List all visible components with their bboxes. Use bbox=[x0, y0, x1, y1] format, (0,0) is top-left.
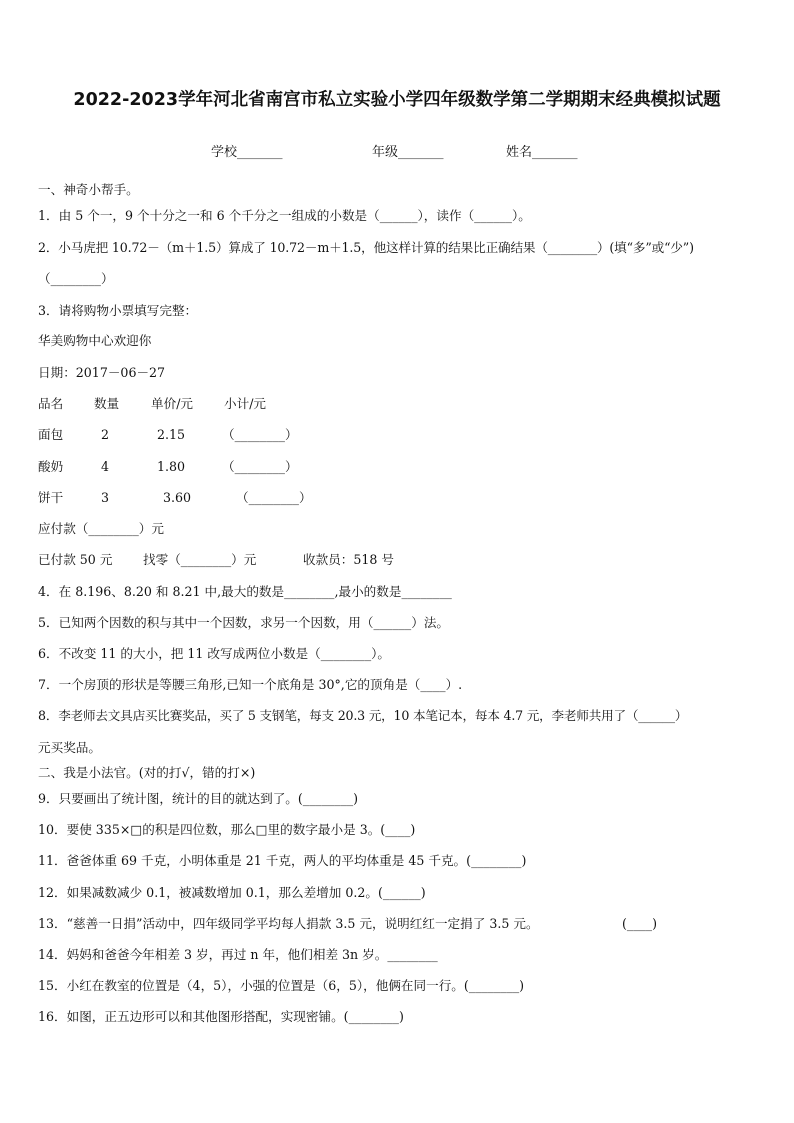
question-6: 6．不改变 11 的大小，把 11 改写成两位小数是（________）。 bbox=[38, 646, 391, 661]
name-field[interactable]: 姓名_______ bbox=[506, 145, 578, 160]
question-13-answer-blank[interactable]: (____) bbox=[622, 916, 658, 931]
question-3: 3．请将购物小票填写完整： bbox=[38, 303, 198, 318]
receipt-cashier: 收款员：518 号 bbox=[303, 552, 395, 567]
question-10: 10．要使 335×□的积是四位数，那么□里的数字最小是 3。(____) bbox=[38, 822, 416, 837]
receipt-row-subtotal[interactable]: （________） bbox=[236, 490, 312, 505]
section-1-heading: 一、神奇小帮手。 bbox=[38, 182, 139, 197]
section-2-heading: 二、我是小法官。(对的打√，错的打×) bbox=[38, 765, 256, 780]
page-title: 2022-2023学年河北省南宫市私立实验小学四年级数学第二学期期末经典模拟试题 bbox=[73, 90, 721, 110]
receipt-row-price: 2.15 bbox=[157, 427, 186, 442]
question-8-line-2: 元买奖品。 bbox=[38, 740, 101, 755]
receipt-row-item: 面包 bbox=[38, 427, 64, 442]
receipt-paid: 已付款 50 元 bbox=[38, 552, 113, 567]
student-info-row bbox=[0, 141, 794, 159]
receipt-row-price: 1.80 bbox=[157, 459, 186, 474]
receipt-row-item: 酸奶 bbox=[38, 459, 64, 474]
question-15: 15．小红在教室的位置是（4，5），小强的位置是（6，5），他俩在同一行。(________) bbox=[38, 978, 525, 993]
question-4: 4．在 8.196、8.20 和 8.21 中,最大的数是________,最小的数是________ bbox=[38, 584, 452, 599]
receipt-row-price: 3.60 bbox=[163, 490, 192, 505]
question-2-line-1: 2．小马虎把 10.72－（m＋1.5）算成了 10.72－m＋1.5，他这样计算的结果比正确结果（________）(填“多”或“少”) bbox=[38, 240, 694, 255]
receipt-payable: 应付款（________）元 bbox=[38, 521, 164, 536]
question-11: 11．爸爸体重 69 千克，小明体重是 21 千克，两人的平均体重是 45 千克。(________) bbox=[38, 853, 527, 868]
question-14: 14．妈妈和爸爸今年相差 3 岁，再过 n 年，他们相差 3n 岁。________ bbox=[38, 947, 438, 962]
question-2-line-2: （________） bbox=[38, 271, 114, 286]
receipt-row-item: 饼干 bbox=[38, 490, 64, 505]
receipt-header-price: 单价/元 bbox=[151, 396, 194, 411]
question-7: 7．一个房顶的形状是等腰三角形,已知一个底角是 30°,它的顶角是（____）. bbox=[38, 677, 463, 692]
grade-field[interactable]: 年级_______ bbox=[372, 145, 444, 160]
question-1: 1．由 5 个一，9 个十分之一和 6 个千分之一组成的小数是（______），读作（______）。 bbox=[38, 208, 531, 223]
receipt-row-subtotal[interactable]: （________） bbox=[222, 459, 298, 474]
receipt-row-qty: 4 bbox=[101, 459, 110, 474]
question-8-line-1: 8．李老师去文具店买比赛奖品，买了 5 支钢笔，每支 20.3 元，10 本笔记本，每本 4.7 元，李老师共用了（______） bbox=[38, 708, 688, 723]
question-12: 12．如果减数减少 0.1，被减数增加 0.1，那么差增加 0.2。(______) bbox=[38, 885, 426, 900]
receipt-row-qty: 3 bbox=[101, 490, 110, 505]
question-5: 5．已知两个因数的积与其中一个因数，求另一个因数，用（______）法。 bbox=[38, 615, 450, 630]
receipt-header-subtotal: 小计/元 bbox=[224, 396, 267, 411]
receipt-header-item: 品名 bbox=[38, 396, 64, 411]
receipt-row-qty: 2 bbox=[101, 427, 110, 442]
receipt-date: 日期：2017－06－27 bbox=[38, 365, 166, 380]
receipt-change: 找零（________）元 bbox=[143, 552, 257, 567]
receipt-header-qty: 数量 bbox=[94, 396, 120, 411]
question-13: 13．“慈善一日捐”活动中，四年级同学平均每人捐款 3.5 元，说明红红一定捐了 3.5 元。 bbox=[38, 916, 539, 931]
receipt-store-name: 华美购物中心欢迎你 bbox=[38, 333, 152, 348]
receipt-row-subtotal[interactable]: （________） bbox=[222, 427, 298, 442]
school-field[interactable]: 学校_______ bbox=[211, 145, 283, 160]
question-9: 9．只要画出了统计图，统计的目的就达到了。(________) bbox=[38, 791, 359, 806]
question-16: 16．如图，正五边形可以和其他图形搭配，实现密铺。(________) bbox=[38, 1009, 404, 1024]
